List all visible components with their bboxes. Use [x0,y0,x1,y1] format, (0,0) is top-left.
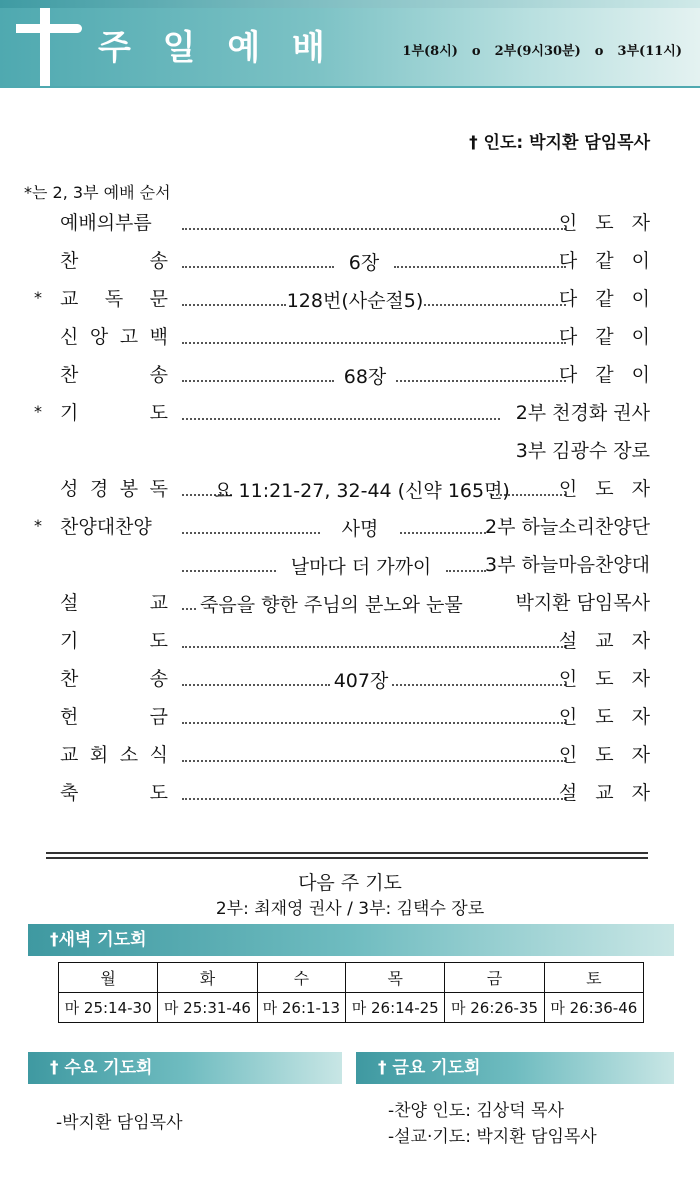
order-item-label: 축 도 [60,782,168,804]
required-star: * [34,402,42,421]
order-item-label: 찬 송 [60,364,168,386]
order-row [0,778,700,808]
required-star: * [34,516,42,535]
day-cell: 목 [346,963,445,993]
dotted-leader [182,760,566,762]
order-item-label: 설 교 [60,592,168,614]
order-item-label: 기 도 [60,630,168,652]
next-prayer-title: 다음 주 기도 [298,872,402,894]
order-item-detail: 요 11:21-27, 32-44 (신약 165면) [214,480,510,502]
reading-cell: 마 26:26-35 [445,993,544,1023]
reading-cell: 마 26:1-13 [257,993,346,1023]
order-row [0,474,700,504]
dotted-leader [392,684,566,686]
next-prayer-people: 2부: 최재영 권사 / 3부: 김택수 장로 [215,899,485,919]
dawn-prayer-table [58,962,644,1023]
order-item-person: 설 교 자 [558,630,656,652]
order-item-person: 다 같 이 [558,288,656,310]
day-cell: 수 [257,963,346,993]
order-item-label: 찬 송 [60,250,168,272]
dotted-leader [182,608,196,610]
dotted-leader [182,304,286,306]
header-banner [0,0,700,88]
order-item-label: 성 경 봉 독 [60,478,168,500]
dotted-leader [182,684,330,686]
table-header-row [59,963,644,993]
service-time-2: 2부(9시30분) [494,44,581,59]
order-item-person: 인 도 자 [558,478,656,500]
order-row [0,740,700,770]
cross-icon [40,8,50,88]
order-item-detail: 6장 [348,252,380,274]
dotted-leader [400,532,486,534]
dotted-leader [396,380,566,382]
reading-cell: 마 26:36-46 [544,993,643,1023]
reading-cell: 마 25:31-46 [158,993,257,1023]
day-cell: 토 [544,963,643,993]
separator-icon: o [471,44,481,59]
order-item-label: 교 독 문 [60,288,168,310]
reading-cell: 마 25:14-30 [59,993,158,1023]
order-item-person: 인 도 자 [558,744,656,766]
order-item-person: 다 같 이 [558,364,656,386]
order-item-label: 신 앙 고 백 [60,326,168,348]
order-row [0,284,700,314]
order-item-person: 인 도 자 [558,668,656,690]
friday-prayer-line: -찬양 인도: 김상덕 목사 [388,1101,564,1121]
order-row [0,588,700,618]
dotted-leader [394,266,566,268]
order-item-detail: 죽음을 향한 주님의 분노와 눈물 [200,594,463,616]
order-item-label: 찬양대찬양 [60,516,152,538]
order-item-label: 헌 금 [60,706,168,728]
dotted-leader [182,418,500,420]
order-row [0,550,700,580]
dotted-leader [182,380,334,382]
day-cell: 월 [59,963,158,993]
reading-cell: 마 26:14-25 [346,993,445,1023]
order-item-detail: 407장 [333,670,389,692]
order-item-detail: 사명 [341,518,379,540]
order-item-person: 인 도 자 [558,212,656,234]
day-cell: 금 [445,963,544,993]
dotted-leader [182,228,566,230]
dotted-leader [182,266,334,268]
required-star: * [34,288,42,307]
dotted-leader [446,570,486,572]
order-item-label: 기 도 [60,402,168,424]
order-note: *는 2, 3부 예배 순서 [24,183,171,202]
dotted-leader [182,342,566,344]
order-row [0,398,700,428]
order-item-person: 설 교 자 [558,782,656,804]
order-item-person: 박지환 담임목사 [515,592,650,614]
header-divider [0,86,700,88]
friday-prayer-header: † 금요 기도회 [356,1052,674,1084]
order-item-label: 예배의부름 [60,212,152,234]
order-item-person: 2부 하늘소리찬양단 [485,516,650,538]
table-row [59,993,644,1023]
friday-prayer-line: -설교·기도: 박지환 담임목사 [388,1127,597,1147]
order-row [0,208,700,238]
order-item-detail: 68장 [343,366,387,388]
order-row [0,246,700,276]
wednesday-prayer-line: -박지환 담임목사 [56,1113,183,1133]
cross-icon-bar [16,24,82,33]
order-row [0,664,700,694]
dotted-leader [424,304,566,306]
header-top-band [0,0,700,8]
divider-line [46,852,648,854]
dotted-leader [182,532,320,534]
order-item-person: 3부 하늘마음찬양대 [485,554,650,576]
dotted-leader [182,570,276,572]
order-row [0,702,700,732]
service-leader: † 인도: 박지환 담임목사 [469,133,650,153]
service-time-3: 3부(11시) [617,44,682,59]
order-item-person: 다 같 이 [558,326,656,348]
order-item-person: 2부 천경화 권사 [515,402,650,424]
service-times [402,40,682,59]
order-item-detail: 128번(사순절5) [286,290,424,312]
separator-icon: o [594,44,604,59]
dawn-prayer-header: †새벽 기도회 [28,924,674,956]
order-row [0,436,700,466]
page-title: 주 일 예 배 [98,28,335,68]
divider-line [46,857,648,859]
service-time-1: 1부(8시) [402,44,458,59]
day-cell: 화 [158,963,257,993]
dotted-leader [182,646,566,648]
dotted-leader [182,722,566,724]
order-row [0,512,700,542]
order-item-person: 3부 김광수 장로 [515,440,650,462]
wednesday-prayer-header: † 수요 기도회 [28,1052,342,1084]
order-item-label: 찬 송 [60,668,168,690]
order-item-person: 인 도 자 [558,706,656,728]
order-row [0,322,700,352]
order-item-label: 교 회 소 식 [60,744,168,766]
order-row [0,360,700,390]
dotted-leader [182,798,566,800]
order-row [0,626,700,656]
order-item-person: 다 같 이 [558,250,656,272]
order-item-detail: 날마다 더 가까이 [290,556,432,578]
